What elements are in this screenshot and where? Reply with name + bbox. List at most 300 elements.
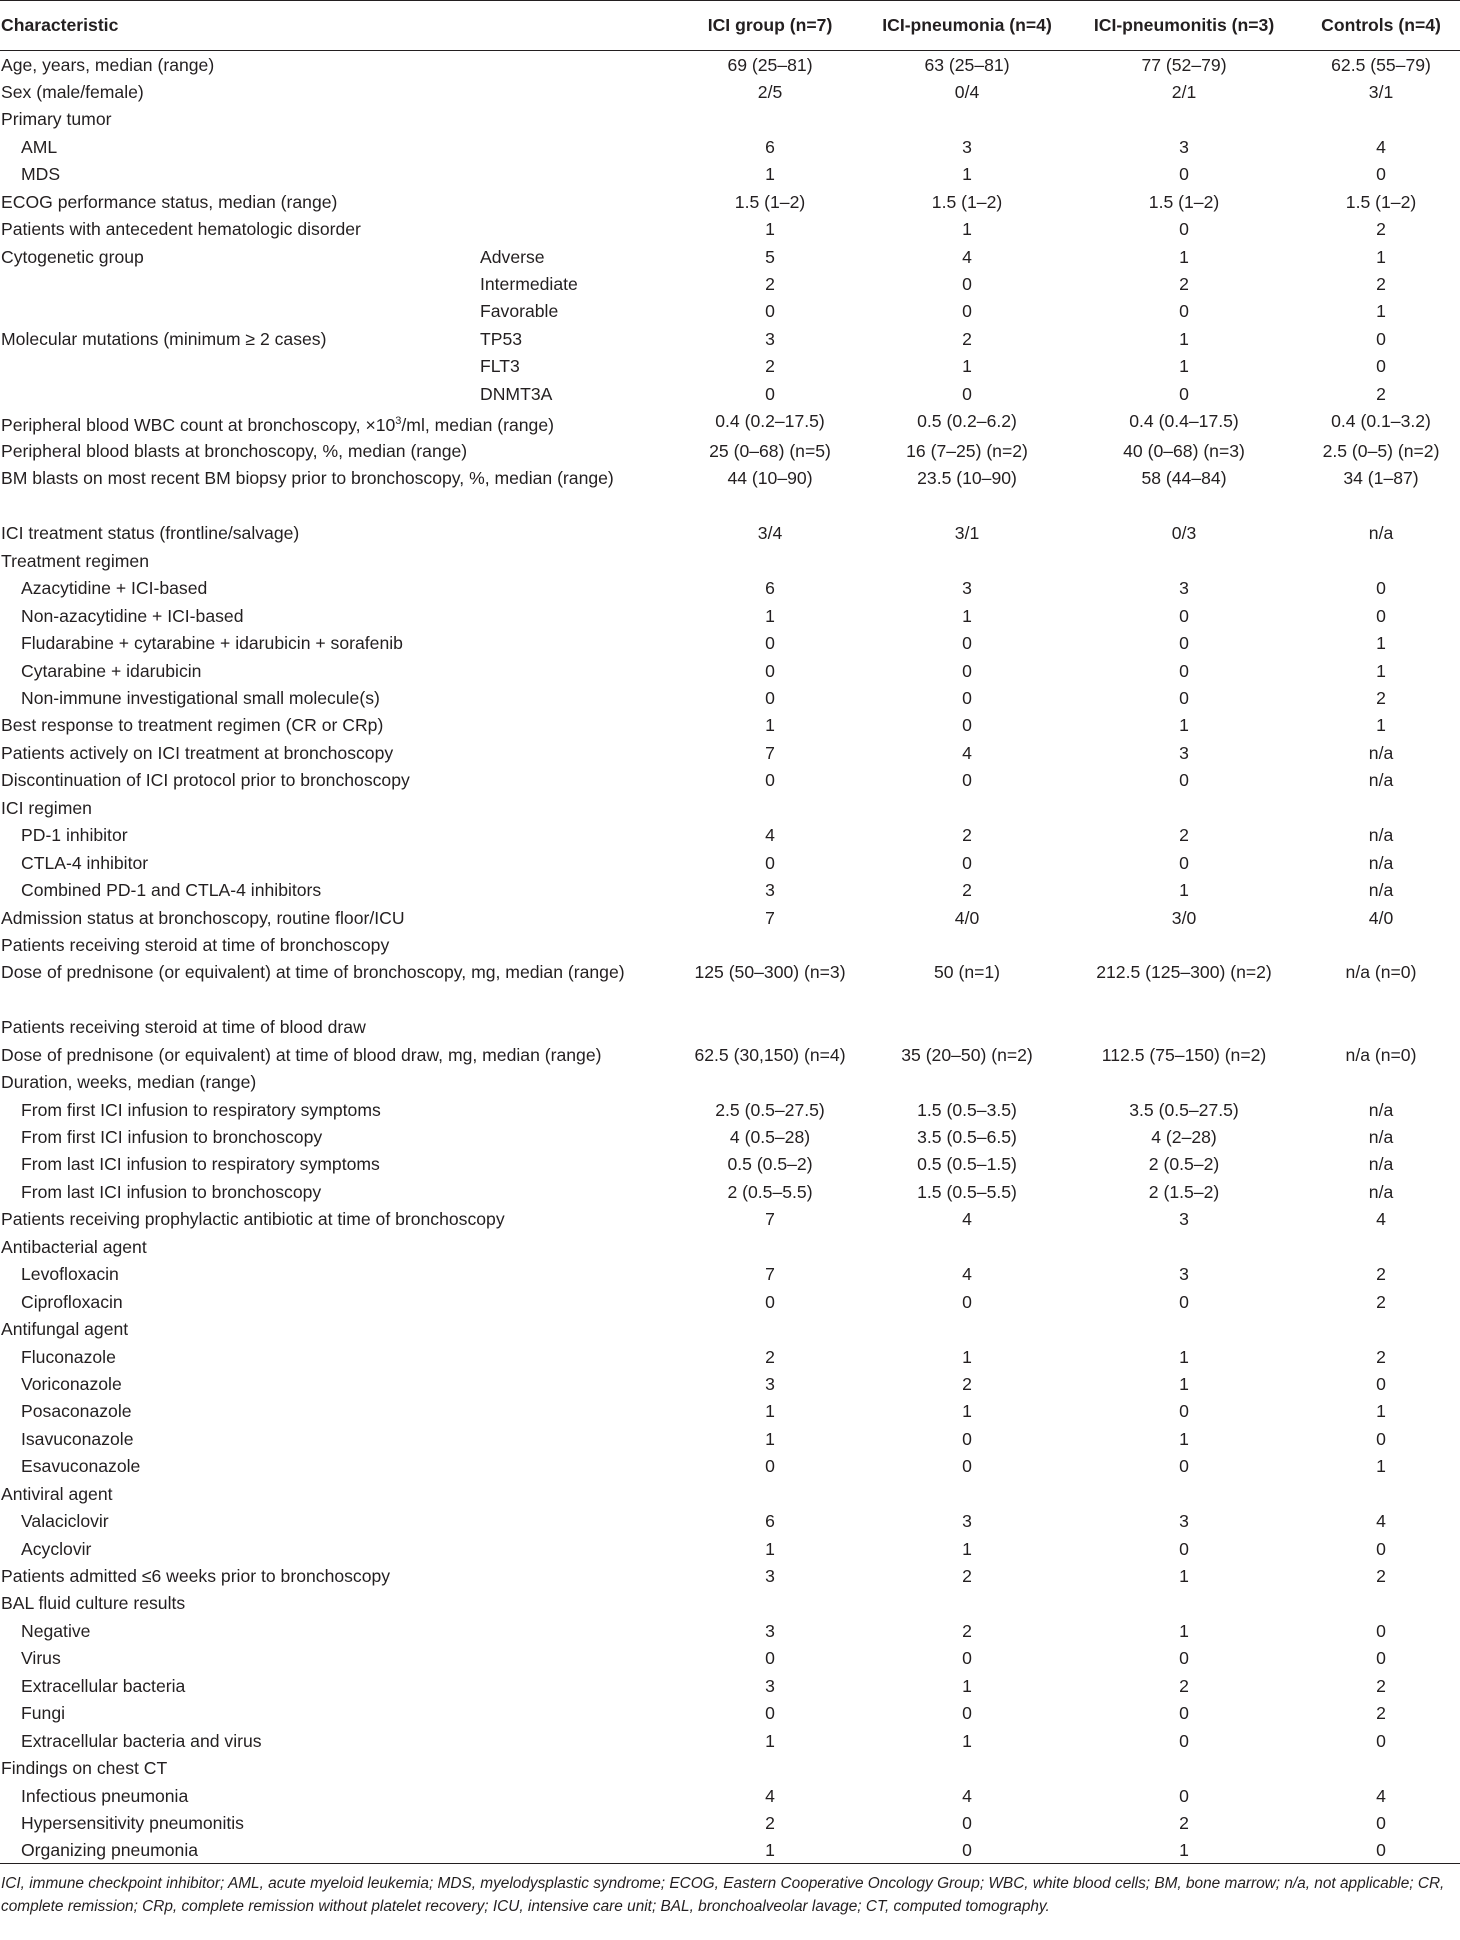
ici-pneumonia-value: 0 xyxy=(962,688,972,708)
ici-pneumonitis-value: 0 xyxy=(1179,164,1189,185)
controls-value: 3/1 xyxy=(1368,81,1394,102)
table-row xyxy=(0,1178,1460,1205)
ici-group-value: 3 xyxy=(765,1373,775,1394)
ici-group-value: 5 xyxy=(765,246,775,267)
controls-value: 0 xyxy=(1376,1812,1386,1833)
ici-pneumonitis-value: 2 xyxy=(1179,1812,1189,1833)
ici-pneumonia-value: 1 xyxy=(962,219,972,240)
table-row xyxy=(0,1205,1460,1232)
ici-group-value xyxy=(672,1315,868,1342)
row-label xyxy=(0,78,672,105)
table-row xyxy=(0,849,1460,876)
controls-value: n/a xyxy=(1368,1181,1394,1202)
ici-group-value: 0 xyxy=(765,1291,775,1312)
row-label xyxy=(0,1288,672,1315)
ici-group-value: 7 xyxy=(765,742,775,763)
table-row xyxy=(0,1068,1460,1095)
row-label-text: Ciprofloxacin xyxy=(21,1291,123,1312)
ici-pneumonia-value xyxy=(868,1013,1066,1040)
controls-value: 2 xyxy=(1376,1346,1386,1367)
row-label xyxy=(0,1013,672,1040)
row-label xyxy=(0,1782,672,1809)
row-label-text: Age, years, median (range) xyxy=(1,55,215,75)
ici-pneumonia-value: 35 (20–50) (n=2) xyxy=(901,1044,1033,1065)
ici-pneumonia-value: 0 xyxy=(962,770,972,791)
row-label xyxy=(0,105,672,132)
ici-pneumonitis-value: 3/0 xyxy=(1171,907,1197,928)
row-label-text: ICI regimen xyxy=(1,797,92,818)
ici-group-value: 4 xyxy=(765,825,775,846)
ici-group-value: 3 xyxy=(765,1566,775,1587)
row-label xyxy=(0,243,480,270)
ici-pneumonia-value xyxy=(868,1480,1066,1507)
ici-pneumonia-value xyxy=(868,1754,1066,1781)
controls-value: n/a xyxy=(1368,880,1394,901)
controls-value: 2 xyxy=(1376,383,1386,404)
controls-value: 0 xyxy=(1302,1836,1460,1863)
ici-group-value: 1 xyxy=(765,219,775,240)
ici-group-value: 0.5 (0.5–2) xyxy=(727,1154,813,1175)
table-body xyxy=(0,51,1460,1864)
table-row xyxy=(0,1452,1460,1479)
controls-value: n/a xyxy=(1368,1099,1394,1120)
ici-pneumonitis-value: 1 xyxy=(1179,1566,1189,1587)
ici-pneumonitis-value xyxy=(1066,1315,1302,1342)
ici-group-value: 62.5 (30,150) (n=4) xyxy=(694,1044,846,1065)
row-label-text: Patients receiving prophylactic antibiotic at time of bronchoscopy xyxy=(1,1209,505,1230)
ici-pneumonia-value: 0 xyxy=(962,383,972,404)
ici-pneumonitis-value xyxy=(1066,1589,1302,1616)
ici-pneumonia-value: 0 xyxy=(962,1291,972,1312)
row-label xyxy=(0,519,672,546)
row-label-text: Negative xyxy=(21,1620,91,1641)
ici-pneumonia-value xyxy=(868,931,1066,958)
ici-pneumonitis-value: 1 xyxy=(1179,715,1189,736)
row-label-text: From last ICI infusion to bronchoscopy xyxy=(21,1181,322,1202)
ici-pneumonia-value xyxy=(868,547,1066,574)
ici-group-value: 7 xyxy=(765,1264,775,1285)
controls-value xyxy=(1302,1589,1460,1616)
ici-pneumonia-value: 1 xyxy=(962,1401,972,1422)
ici-pneumonia-value: 1 xyxy=(962,605,972,626)
ici-group-value: 1 xyxy=(765,605,775,626)
ici-group-value xyxy=(672,105,868,132)
ici-group-value: 4 (0.5–28) xyxy=(729,1127,811,1148)
ici-group-value: 3/4 xyxy=(757,523,783,544)
row-label-text: ECOG performance status, median (range) xyxy=(1,191,338,212)
table-row xyxy=(0,766,1460,793)
ici-pneumonia-value: 3 xyxy=(962,1511,972,1532)
row-label-text: Patients admitted ≤6 weeks prior to bronchoscopy xyxy=(1,1566,391,1587)
controls-value xyxy=(1302,547,1460,574)
controls-value xyxy=(1302,1480,1460,1507)
table-row xyxy=(0,1672,1460,1699)
table-row xyxy=(0,1535,1460,1562)
row-label xyxy=(0,1123,672,1150)
table-row xyxy=(0,904,1460,931)
controls-value: 0 xyxy=(1376,164,1386,185)
ici-group-value xyxy=(672,547,868,574)
table-row xyxy=(0,1562,1460,1589)
row-label xyxy=(0,1562,672,1589)
ici-pneumonitis-value: 0 xyxy=(1179,1538,1189,1559)
ici-group-value xyxy=(672,1013,868,1040)
row-label-text: Azacytidine + ICI-based xyxy=(21,578,208,599)
row-label xyxy=(0,739,672,766)
row-label xyxy=(0,1644,672,1671)
ici-pneumonia-value xyxy=(868,105,1066,132)
ici-pneumonia-value: 0.5 (0.2–6.2) xyxy=(917,411,1017,432)
ici-pneumonia-value: 4/0 xyxy=(954,907,980,928)
ici-group-value: 3 xyxy=(765,1620,775,1641)
table-row xyxy=(0,297,1460,324)
ici-group-value: 1 xyxy=(765,1730,775,1751)
ici-pneumonitis-value: 0 xyxy=(1179,852,1189,873)
ici-group-value: 4 xyxy=(765,1785,775,1806)
controls-value: 2.5 (0–5) (n=2) xyxy=(1322,441,1440,462)
table-row xyxy=(0,1617,1460,1644)
ici-pneumonitis-value: 3 xyxy=(1179,1511,1189,1532)
row-sublabel: Intermediate xyxy=(480,274,578,294)
ici-group-value: 44 (10–90) xyxy=(727,468,813,489)
ici-pneumonia-value: 2 xyxy=(962,1566,972,1587)
ici-pneumonitis-value xyxy=(1066,1233,1302,1260)
ici-pneumonitis-value: 3 xyxy=(1179,578,1189,599)
table-row xyxy=(0,1041,1460,1068)
table-row xyxy=(0,464,1460,519)
row-sublabel: Favorable xyxy=(480,301,559,322)
table-row xyxy=(0,133,1460,160)
row-label xyxy=(0,297,480,324)
controls-value: n/a xyxy=(1368,1127,1394,1148)
controls-value: 1 xyxy=(1376,633,1386,654)
controls-value: n/a xyxy=(1368,742,1394,763)
row-label-text: Cytogenetic group xyxy=(1,246,144,267)
controls-value: 0 xyxy=(1376,1538,1386,1559)
ici-pneumonitis-value xyxy=(1066,931,1302,958)
ici-pneumonitis-value: 0 xyxy=(1179,1456,1189,1477)
ici-pneumonia-value: 3.5 (0.5–6.5) xyxy=(917,1127,1017,1148)
ici-pneumonitis-value xyxy=(1066,1068,1302,1095)
row-label xyxy=(0,1672,672,1699)
table-row xyxy=(0,1782,1460,1809)
ici-pneumonitis-value: 3 xyxy=(1179,1209,1189,1230)
row-label xyxy=(0,849,672,876)
ici-pneumonitis-value xyxy=(1066,794,1302,821)
ici-group-value: 1 xyxy=(765,164,775,185)
ici-pneumonitis-value: 1 xyxy=(1179,880,1189,901)
ici-group-value: 0 xyxy=(765,383,775,404)
ici-pneumonitis-value: 2 (0.5–2) xyxy=(1148,1154,1220,1175)
controls-value: 1 xyxy=(1376,660,1386,681)
row-label xyxy=(0,1041,672,1068)
row-label xyxy=(0,1452,672,1479)
row-label-text: Virus xyxy=(21,1648,61,1669)
ici-group-value xyxy=(672,1480,868,1507)
ici-pneumonia-value: 1 xyxy=(962,1675,972,1696)
header-ici-pneumonia: ICI-pneumonia (n=4) xyxy=(868,1,1066,51)
table-row xyxy=(0,1480,1460,1507)
row-sublabel: FLT3 xyxy=(480,356,520,377)
table-row xyxy=(0,1397,1460,1424)
row-label xyxy=(0,1617,672,1644)
ici-pneumonia-value: 2 xyxy=(962,1373,972,1394)
ici-pneumonitis-value: 3.5 (0.5–27.5) xyxy=(1129,1099,1239,1120)
controls-value: 4 xyxy=(1376,136,1386,157)
ici-group-value: 3 xyxy=(765,880,775,901)
table-row xyxy=(0,1836,1460,1863)
ici-pneumonia-value: 0 xyxy=(962,715,972,736)
controls-value xyxy=(1302,105,1460,132)
controls-value: n/a (n=0) xyxy=(1345,1044,1417,1065)
controls-value xyxy=(1302,931,1460,958)
table-row xyxy=(0,602,1460,629)
row-label xyxy=(0,1699,672,1726)
controls-value: 2 xyxy=(1376,1566,1386,1587)
row-label-text: Antibacterial agent xyxy=(1,1236,147,1257)
ici-pneumonitis-value: 0 xyxy=(1179,605,1189,626)
row-label-text: Sex (male/female) xyxy=(1,81,144,102)
ici-group-value: 0 xyxy=(765,1703,775,1724)
ici-pneumonia-value: 4 xyxy=(962,1209,972,1230)
ici-pneumonia-value: 0 xyxy=(962,1648,972,1669)
row-label xyxy=(0,160,672,187)
row-label-text: Cytarabine + idarubicin xyxy=(21,660,202,681)
ici-pneumonia-value: 4 xyxy=(962,742,972,763)
ici-pneumonitis-value: 2 xyxy=(1179,1675,1189,1696)
row-label-text: Peripheral blood blasts at bronchoscopy, %, median (range) xyxy=(1,441,468,462)
table-row xyxy=(0,519,1460,546)
ici-pneumonitis-value: 3 xyxy=(1179,742,1189,763)
ici-group-value: 2.5 (0.5–27.5) xyxy=(715,1099,825,1120)
ici-pneumonia-value: 0.5 (0.5–1.5) xyxy=(917,1154,1017,1175)
ici-group-value: 6 xyxy=(765,1511,775,1532)
ici-pneumonia-value xyxy=(868,1589,1066,1616)
table-row xyxy=(0,1507,1460,1534)
row-label-text: Dose of prednisone (or equivalent) at time of blood draw, mg, median (range) xyxy=(1,1044,602,1065)
table-row xyxy=(0,629,1460,656)
row-label-text: Fluconazole xyxy=(21,1346,116,1367)
table-row xyxy=(0,657,1460,684)
ici-pneumonitis-value xyxy=(1066,547,1302,574)
row-label xyxy=(0,876,672,903)
ici-group-value: 1 xyxy=(765,1428,775,1449)
ici-pneumonitis-value: 0.4 (0.4–17.5) xyxy=(1129,411,1239,432)
row-label xyxy=(0,1480,672,1507)
row-label xyxy=(0,215,672,242)
ici-pneumonia-value: 2 xyxy=(962,825,972,846)
ici-pneumonia-value xyxy=(868,1068,1066,1095)
ici-pneumonia-value: 3 xyxy=(962,578,972,599)
row-label-text: Combined PD-1 and CTLA-4 inhibitors xyxy=(21,880,322,901)
row-label-text: Admission status at bronchoscopy, routine floor/ICU xyxy=(1,907,405,928)
controls-value: 0 xyxy=(1376,578,1386,599)
ici-pneumonia-value: 3 xyxy=(962,136,972,157)
ici-pneumonia-value: 1 xyxy=(962,356,972,377)
ici-pneumonia-value: 2 xyxy=(962,880,972,901)
ici-pneumonitis-value: 0/3 xyxy=(1171,523,1197,544)
row-label-text: ICI treatment status (frontline/salvage) xyxy=(1,523,300,544)
ici-pneumonitis-value: 1 xyxy=(1179,356,1189,377)
ici-pneumonia-value: 0 xyxy=(868,1836,1066,1863)
row-label xyxy=(0,1809,672,1836)
table-row xyxy=(0,574,1460,601)
controls-value: n/a xyxy=(1368,523,1394,544)
ici-pneumonia-value: 1 xyxy=(962,1730,972,1751)
ici-group-value: 2 (0.5–5.5) xyxy=(727,1181,813,1202)
controls-value: 0 xyxy=(1376,1428,1386,1449)
row-label xyxy=(0,1370,672,1397)
table-row xyxy=(0,1233,1460,1260)
row-label-text: Levofloxacin xyxy=(21,1264,119,1285)
ici-pneumonia-value: 63 (25–81) xyxy=(924,55,1010,75)
row-label xyxy=(0,1315,672,1342)
row-label-text: Discontinuation of ICI protocol prior to bronchoscopy xyxy=(1,770,410,791)
controls-value xyxy=(1302,794,1460,821)
controls-value: 1 xyxy=(1376,301,1386,322)
controls-value: 2 xyxy=(1376,1264,1386,1285)
ici-group-value xyxy=(672,1589,868,1616)
row-sublabel: DNMT3A xyxy=(480,383,553,404)
table-row xyxy=(0,1096,1460,1123)
ici-group-value: 0 xyxy=(765,852,775,873)
ici-pneumonia-value: 0 xyxy=(962,852,972,873)
controls-value: 1 xyxy=(1376,1456,1386,1477)
table-row xyxy=(0,1343,1460,1370)
controls-value: 1 xyxy=(1376,715,1386,736)
table-row xyxy=(0,51,1460,78)
ici-pneumonitis-value xyxy=(1066,1013,1302,1040)
ici-pneumonia-value xyxy=(868,1315,1066,1342)
ici-pneumonia-value xyxy=(868,1233,1066,1260)
table-row xyxy=(0,380,1460,407)
ici-pneumonitis-value: 2 xyxy=(1179,274,1189,294)
row-label-text: Infectious pneumonia xyxy=(21,1785,189,1806)
controls-value: 2 xyxy=(1376,688,1386,708)
row-label xyxy=(0,1260,672,1287)
row-sublabel: TP53 xyxy=(480,328,523,349)
ici-pneumonitis-value: 1 xyxy=(1179,1346,1189,1367)
row-label-text: CTLA-4 inhibitor xyxy=(21,852,149,873)
ici-group-value: 0 xyxy=(765,1648,775,1669)
ici-group-value xyxy=(672,1068,868,1095)
controls-value: 0 xyxy=(1376,1373,1386,1394)
ici-group-value xyxy=(672,1754,868,1781)
row-label-text: Peripheral blood WBC count at bronchoscopy, ×10 xyxy=(1,415,396,436)
ici-group-value: 7 xyxy=(765,907,775,928)
ici-pneumonia-value: 1 xyxy=(962,1346,972,1367)
controls-value: n/a xyxy=(1368,1154,1394,1175)
row-label xyxy=(0,766,672,793)
ici-group-value: 0 xyxy=(765,1456,775,1477)
row-label xyxy=(0,1233,672,1260)
ici-group-value: 69 (25–81) xyxy=(727,55,813,75)
row-label-text: Acyclovir xyxy=(21,1538,92,1559)
table-row xyxy=(0,711,1460,738)
ici-pneumonia-value: 0 xyxy=(962,633,972,654)
ici-pneumonitis-value: 0 xyxy=(1179,633,1189,654)
row-label-text: Posaconazole xyxy=(21,1401,132,1422)
controls-value xyxy=(1302,1754,1460,1781)
ici-group-value: 0 xyxy=(765,688,775,708)
row-label xyxy=(0,602,672,629)
controls-value xyxy=(1302,1315,1460,1342)
table-row xyxy=(0,160,1460,187)
row-label-text: Isavuconazole xyxy=(21,1428,134,1449)
table-row xyxy=(0,1123,1460,1150)
ici-pneumonia-value: 0 xyxy=(962,1428,972,1449)
ici-group-value: 1 xyxy=(672,1836,868,1863)
row-label-text: Patients actively on ICI treatment at bronchoscopy xyxy=(1,742,394,763)
ici-pneumonitis-value: 2 xyxy=(1179,825,1189,846)
ici-pneumonitis-value: 0 xyxy=(1179,1730,1189,1751)
controls-value xyxy=(1302,1233,1460,1260)
table-row xyxy=(0,1809,1460,1836)
row-label-text: AML xyxy=(21,136,58,157)
row-label-text: Non-azacytidine + ICI-based xyxy=(21,605,244,626)
row-label xyxy=(0,684,672,711)
ici-pneumonitis-value: 4 (2–28) xyxy=(1151,1127,1217,1148)
ici-group-value: 0 xyxy=(765,301,775,322)
table-row xyxy=(0,1288,1460,1315)
table-row xyxy=(0,1644,1460,1671)
ici-pneumonia-value: 0 xyxy=(962,660,972,681)
table-row xyxy=(0,547,1460,574)
ici-pneumonitis-value: 1 xyxy=(1179,1428,1189,1449)
row-label xyxy=(0,1727,672,1754)
row-label xyxy=(0,464,672,519)
row-label-text: Dose of prednisone (or equivalent) at time of bronchoscopy, mg, median (range) xyxy=(1,962,625,983)
ici-pneumonitis-value: 77 (52–79) xyxy=(1141,55,1227,75)
controls-value: 0 xyxy=(1376,1620,1386,1641)
row-label-text: Treatment regimen xyxy=(1,550,149,571)
ici-group-value xyxy=(672,1233,868,1260)
ici-pneumonitis-value xyxy=(1066,1480,1302,1507)
ici-group-value: 3 xyxy=(765,328,775,349)
ici-pneumonia-value: 2 xyxy=(962,1620,972,1641)
ici-pneumonitis-value: 0 xyxy=(1179,1291,1189,1312)
table-row xyxy=(0,1260,1460,1287)
table-footnote: ICI, immune checkpoint inhibitor; AML, acute myeloid leukemia; MDS, myelodysplastic syndrome; ECOG, Eastern Cooperative Oncology Group; WBC, white blood cells; BM, bone marrow; n/a, not applicable; CR, complete remission; CRp, complete remission without platelet recovery; ICU, intensive care unit; BAL, bronchoalveolar lavage; CT, computed tomography. xyxy=(1,1875,1445,1916)
controls-value: 0 xyxy=(1376,1648,1386,1669)
controls-value: 4/0 xyxy=(1368,907,1394,928)
ici-pneumonitis-value: 0 xyxy=(1179,219,1189,240)
row-label-text: Voriconazole xyxy=(21,1373,122,1394)
ici-pneumonitis-value: 2/1 xyxy=(1171,81,1197,102)
table-row xyxy=(0,78,1460,105)
row-label xyxy=(0,821,672,848)
ici-pneumonitis-value: 1 xyxy=(1179,1373,1189,1394)
row-label-text: From last ICI infusion to respiratory symptoms xyxy=(21,1154,380,1175)
row-label-text: Molecular mutations (minimum ≥ 2 cases) xyxy=(1,328,327,349)
ici-pneumonia-value xyxy=(868,794,1066,821)
ici-pneumonitis-value: 0 xyxy=(1179,383,1189,404)
row-label-text: BAL fluid culture results xyxy=(1,1593,186,1614)
ici-group-value: 1.5 (1–2) xyxy=(734,191,806,212)
ici-group-value: 6 xyxy=(765,578,775,599)
row-label-text: Antiviral agent xyxy=(1,1483,113,1504)
row-label xyxy=(0,1178,672,1205)
ici-pneumonia-value: 3/1 xyxy=(954,523,980,544)
ici-pneumonitis-value: 0 xyxy=(1179,770,1189,791)
table-row xyxy=(0,794,1460,821)
row-label-text: Duration, weeks, median (range) xyxy=(1,1072,257,1093)
row-label-text: PD-1 inhibitor xyxy=(21,825,128,846)
row-label-text: Patients receiving steroid at time of bronchoscopy xyxy=(1,934,390,955)
table-row xyxy=(0,270,1460,297)
row-label-text: Patients receiving steroid at time of blood draw xyxy=(1,1017,366,1038)
row-label-text: Hypersensitivity pneumonitis xyxy=(21,1812,244,1833)
